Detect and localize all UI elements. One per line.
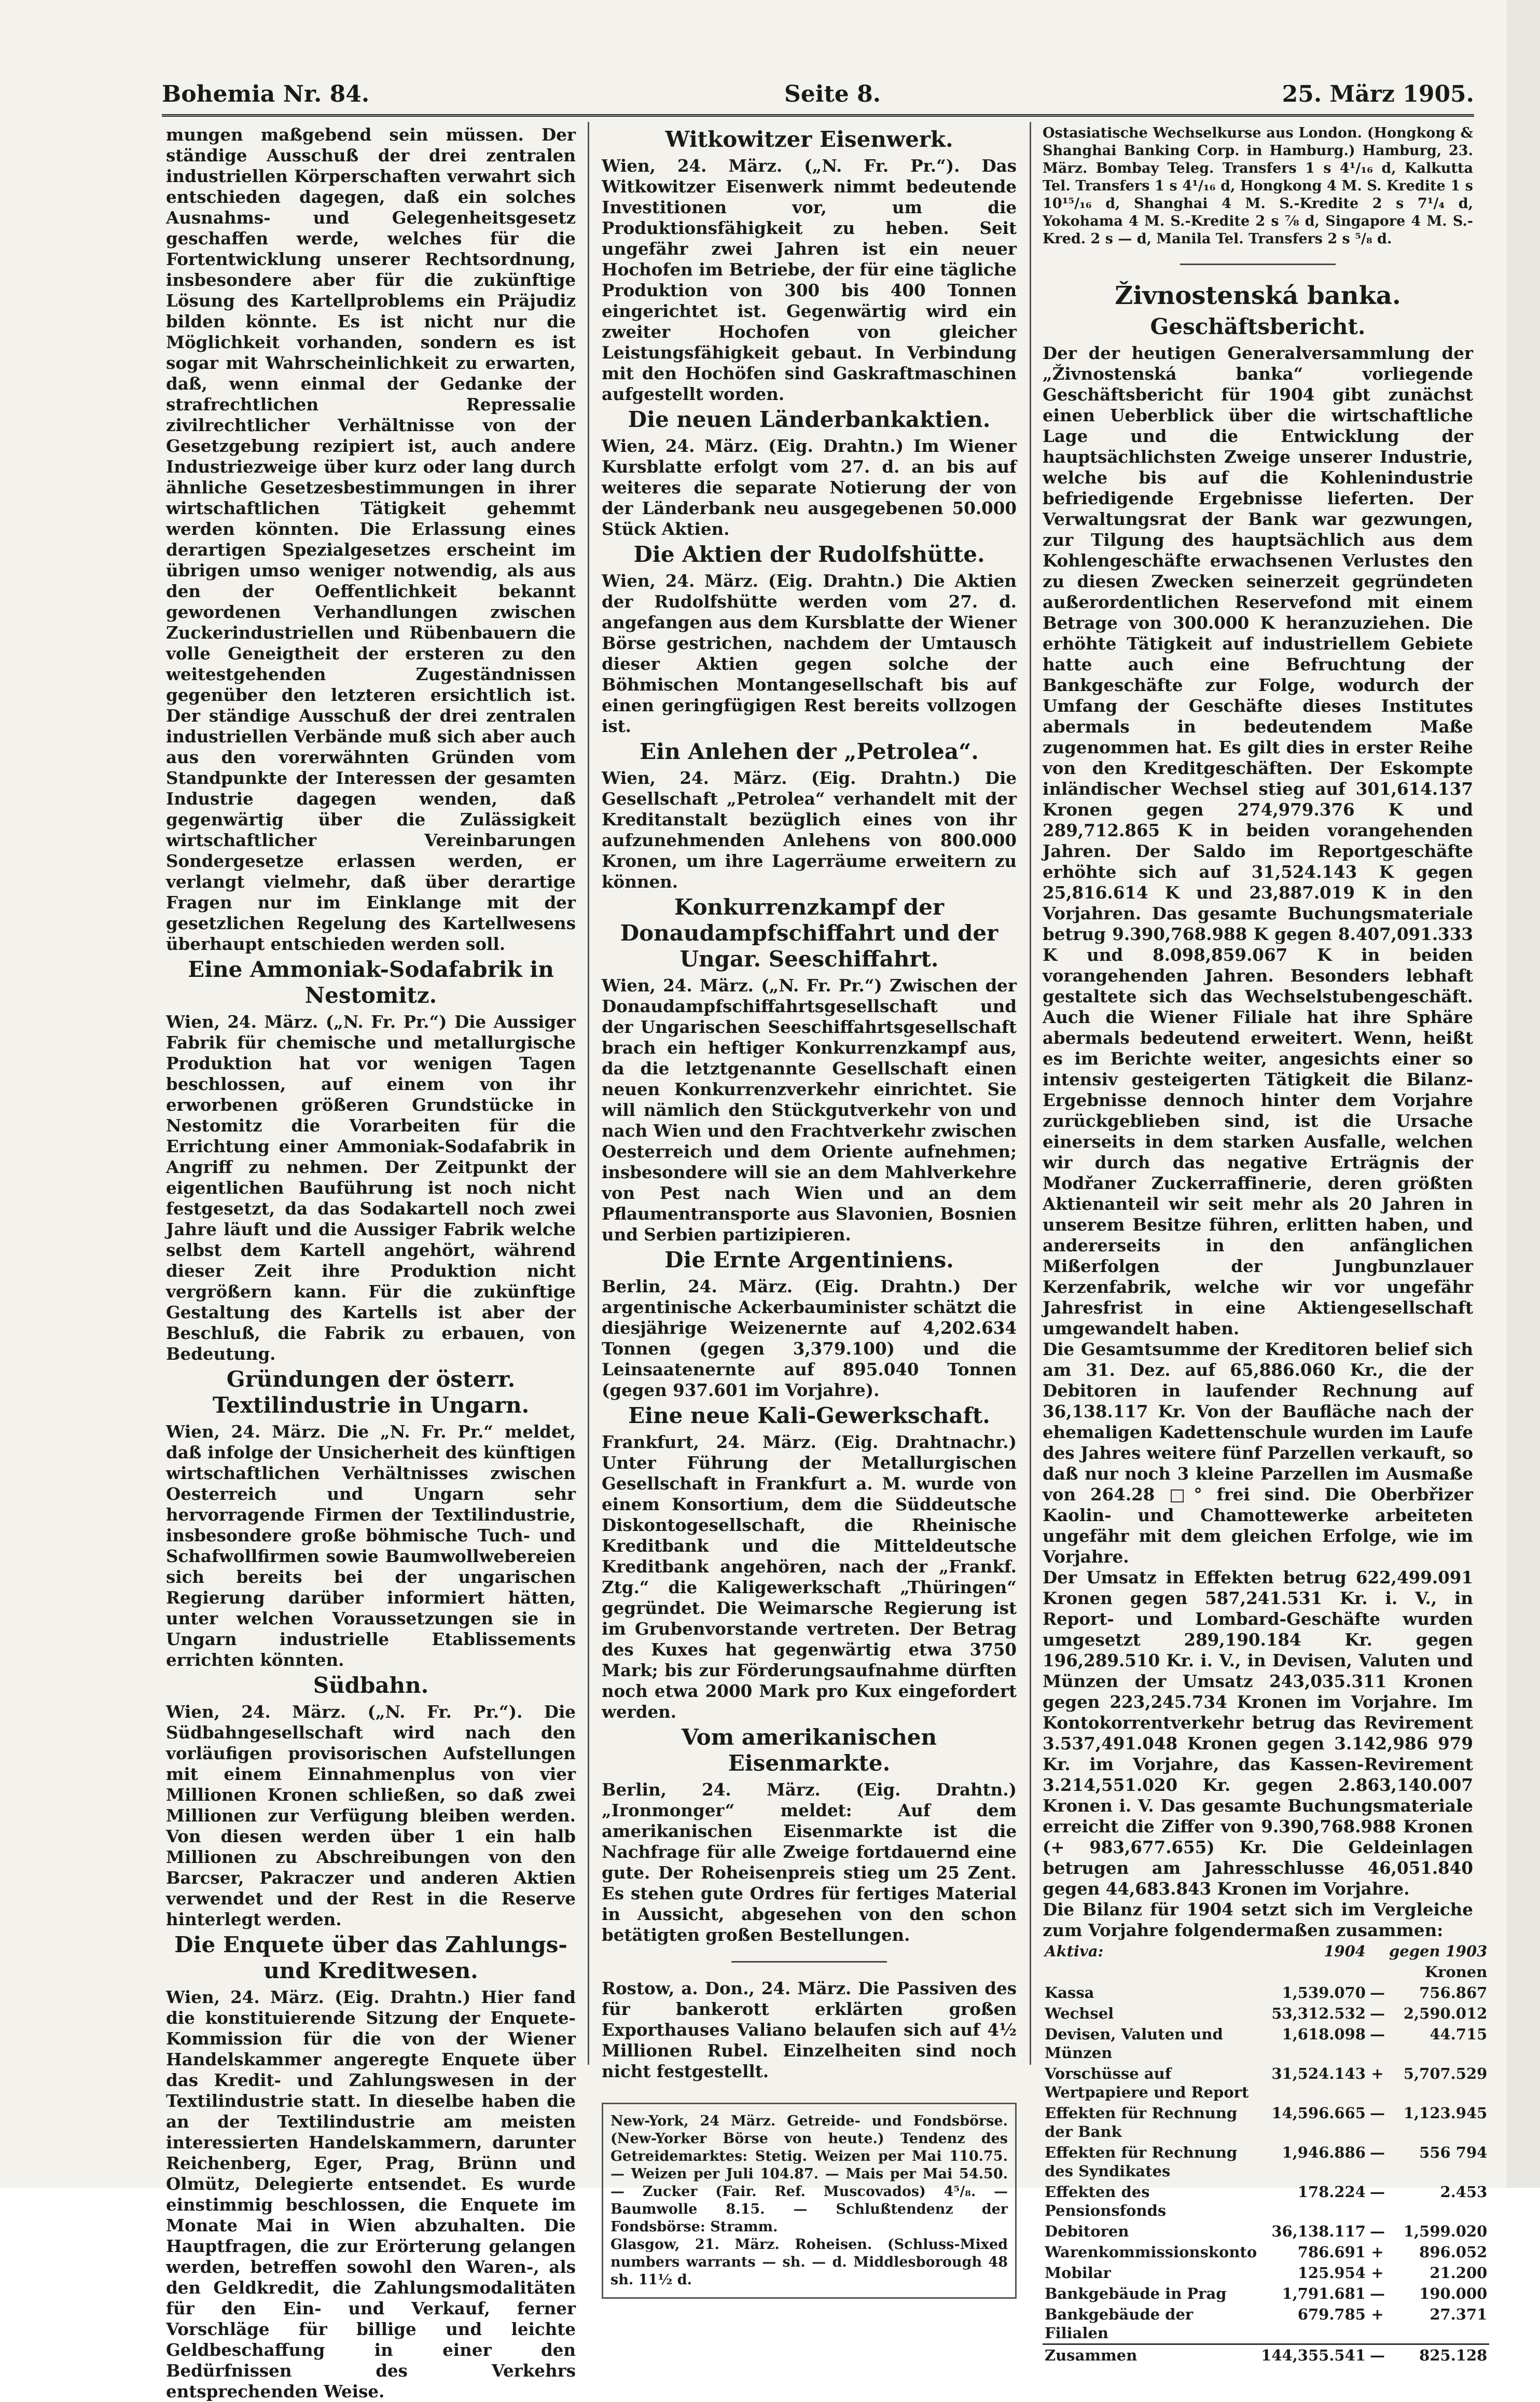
article-headline: Konkurrenzkampf der Donaudampfschiffahrt und der Ungar. Seeschiffahrt.	[620, 894, 998, 972]
table-unit-row	[1043, 1962, 1489, 1982]
column-3	[1043, 125, 1488, 2366]
table-row: Effekten für Rechnung des Syndikates 1,946.886 — 556 794	[1045, 2144, 1488, 2180]
article-subheadline: Geschäftsbericht.	[1150, 314, 1366, 339]
paper-title: Bohemia Nr. 84.	[162, 81, 370, 107]
table-row: Devisen, Valuten und Münzen 1,618.098 — 44.715	[1045, 2025, 1488, 2062]
article-body: Berlin, 24. März. (Eig. Drahtn.) Der argentinische Ackerbauminister schätzt die diesjährige Weizenernte auf 4,202.634 Tonnen (gegen 3,379.100) und die Leinsaatenernte auf 895.040 Tonnen (gegen 937.601 im Vorjahre).	[602, 1276, 1017, 1400]
column-1	[166, 125, 576, 2402]
exchange-rates: Ostasiatische Wechselkurse aus London. (Hongkong & Shanghai Banking Corp. in Hamburg.) Hamburg, 23. März. Bombay Teleg. Transfers 1 s 4¹/₁₆ d, Kalkutta Tel. Transfers 1 s 4¹/₁₆ d, Hongkong 4 M. S. Kredite 1 s 10¹⁵/₁₆ d, Shanghai 4 M. S.-Kredite 2 s 7¹/₄ d, Yokohama 4 M. S.-Kredite 2 s ⅞ d, Singapore 4 M. S.-Kred. 2 s — d, Manila Tel. Transfers 2 s ⁵/₈ d.	[1043, 125, 1473, 247]
page-number: Seite 8.	[784, 81, 881, 107]
article-headline: Ein Anlehen der „Petrolea“.	[640, 739, 979, 764]
table-header-compare: gegen 1903	[1389, 1942, 1488, 1960]
article-body: Wien, 24. März. (Eig. Drahtn.) Die Aktien der Rudolfshütte werden vom 27. d. angefangen aus dem Kursblatte der Wiener Börse gestrichen, nachdem der Umtausch dieser Aktien gegen solche der Böhmischen Montangesellschaft bis auf einen geringfügigen Rest bereits vollzogen ist.	[602, 571, 1017, 736]
table-row: Wechsel 53,312.532 — 2,590.012	[1045, 2005, 1488, 2022]
table-row: Vorschüsse auf Wertpapiere und Report 31,524.143 + 5,707.529	[1045, 2065, 1488, 2101]
article-headline: Die Ernte Argentiniens.	[664, 1247, 954, 1273]
table-row: Bankgebäude der Filialen 679.785 + 27.371	[1045, 2306, 1488, 2342]
table-row: Mobilar 125.954 + 21.200	[1045, 2264, 1488, 2282]
issue-date: 25. März 1905.	[1282, 81, 1474, 107]
article-headline: Die Aktien der Rudolfshütte.	[633, 542, 985, 567]
table-row: Kassa 1,539.070 — 756.867	[1045, 1984, 1488, 2001]
article-body: Wien, 24. März. („N. Fr. Pr.“) Die Aussiger Fabrik für chemische und metallurgische Produktion hat vor wenigen Tagen beschlossen, auf einem von ihr erworbenen größeren Grundstücke in Nestomitz die Vorarbeiten für die Errichtung einer Ammoniak-Sodafabrik in Angriff zu nehmen. Der Zeitpunkt der eigentlichen Bauführung ist noch nicht festgesetzt, da das Sodakartell noch zwei Jahre läuft und die Aussiger Fabrik welche selbst dem Kartell angehört, während dieser Zeit ihre Produktion nicht vergrößern kann. Für die zukünftige Gestaltung des Kartells ist aber der Beschluß, die Fabrik zu erbauen, von Bedeutung.	[166, 1012, 576, 1364]
article-body: Berlin, 24. März. (Eig. Drahtn.) „Ironmonger“ meldet: Auf dem amerikanischen Eisenmarkte ist die Nachfrage für alle Zweige fortdauernd eine gute. Der Roheisenpreis stieg um 25 Zent. Es stehen gute Ordres für fertiges Material in Aussicht, abgesehen von den schon betätigten großen Bestellungen.	[602, 1779, 1017, 1945]
table-row: Debitoren 36,138.117 — 1,599.020	[1045, 2222, 1488, 2240]
article-continuation: mungen maßgebend sein müssen. Der ständige Ausschuß der drei zentralen industriellen Körperschaften verwahrt sich entschieden dagegen, daß ein solches Ausnahms- und Gelegenheitsgesetz geschaffen werde, welches für die Fortentwicklung unserer Rechtsordnung, insbesondere aber für die zukünftige Lösung des Kartellproblems ein Präjudiz bilden könnte. Es ist nicht nur die Möglichkeit vorhanden, sondern es ist sogar mit Wahrscheinlichkeit zu erwarten, daß, wenn einmal der Gedanke der strafrechtlichen Repressalie zivilrechtlicher Verhältnisse von der Gesetzgebung rezipiert ist, auch andere Industriezweige über kurz oder lang durch ähnliche Gesetzesbestimmungen in ihrer wirtschaftlichen Tätigkeit gehemmt werden könnten. Die Erlassung eines derartigen Spezialgesetzes erscheint im übrigen umso weniger notwendig, als aus den der Oeffentlichkeit bekannt gewordenen Verhandlungen zwischen Zuckerindustriellen und Rübenbauern die volle Geneigtheit der ersteren zu den weitestgehenden Zugeständnissen gegenüber den letzteren ersichtlich ist. Der ständige Ausschuß der drei zentralen industriellen Verbände muß sich aber auch aus den vorerwähnten Gründen vom Standpunkte der Interessen der gesamten Industrie dagegen wenden, daß gegenwärtig über die Zulässigkeit wirtschaftlicher Vereinbarungen Sondergesetze erlassen werden, er verlangt vielmehr, daß über derartige Fragen nur im Einklange mit der gesetzlichen Regelung des Kartellwesens überhaupt entschieden werden soll.	[166, 125, 576, 954]
table-row: Warenkommissionskonto 786.691 + 896.052	[1045, 2243, 1488, 2261]
column-2	[602, 125, 1017, 2299]
table-header-label: Aktiva:	[1045, 1942, 1104, 1960]
article-headline: Vom amerikanischen Eisenmarkte.	[681, 1724, 937, 1776]
market-report-box	[602, 2103, 1017, 2299]
article-headline: Živnostenská banka.	[1115, 281, 1401, 310]
table-row: Effekten des Pensionsfonds 178.224 — 2.453	[1045, 2183, 1488, 2219]
column-divider	[1030, 122, 1031, 2065]
new-york-report: New-York, 24 März. Getreide- und Fondsbörse. (New-Yorker Börse von heute.) Tendenz des Getreidemarktes: Stetig. Weizen per Mai 110.75. — Weizen per Juli 104.87. — Mais per Mai 54.50. — Zucker (Fair. Ref. Muscovados) 4⁵/₈. — Baumwolle 8.15. — Schlußtendenz der Fondsbörse: Stramm.	[611, 2113, 1008, 2235]
balance-table	[1043, 1941, 1489, 2366]
table-total-row: Zusammen 144,355.541 — 825.128	[1043, 2344, 1489, 2366]
table-header-row	[1043, 1941, 1489, 1962]
column-divider	[588, 122, 589, 2065]
article-body: Wien, 24. März. Die „N. Fr. Pr.“ meldet, daß infolge der Unsicherheit des künftigen wirtschaftlichen Verhältnisses zwischen Oesterreich und Ungarn sehr hervorragende Firmen der Textilindustrie, insbesondere große böhmische Tuch- und Schafwollfirmen sowie Baumwollwebereien sich bereits bei der ungarischen Regierung darüber informiert hätten, unter welchen Voraussetzungen sie in Ungarn industrielle Etablissements errichten könnten.	[166, 1421, 576, 1670]
article-body: Die Gesamtsumme der Kreditoren belief sich am 31. Dez. auf 65,886.060 Kr., die der Debitoren in laufender Rechnung auf 36,138.117 Kr. Von der Baufläche nach der ehemaligen Kadettenschule wurden im Laufe des Jahres weitere fünf Parzellen verkauft, so daß nur noch 3 kleine Parzellen im Ausmaße von 264.28 □° frei sind. Die Oberbřizer Kaolin- und Chamottewerke arbeiteten ungefähr mit dem gleichen Erfolge, wie im Vorjahre.	[1043, 1339, 1473, 1567]
article-body: Wien, 24. März. (Eig. Drahtn.) Die Gesellschaft „Petrolea“ verhandelt mit der Kreditanstalt bezüglich eines von ihr aufzunehmenden Anlehens von 800.000 Kronen, um ihre Lagerräume erweitern zu können.	[602, 768, 1017, 892]
article-headline: Die neuen Länderbankaktien.	[628, 407, 991, 432]
page-header	[162, 78, 1474, 117]
article-body: Wien, 24. März. („N. Fr. Pr.“). Die Südbahngesellschaft wird nach den vorläufigen provisorischen Aufstellungen mit einem Einnahmenplus von vier Millionen Kronen schließen, so daß zwei Millionen zur Verfügung bleiben werden. Von diesen werden über 1 ein halb Millionen zu Abschreibungen von den Barcser, Pakraczer und anderen Aktien verwendet und der Rest in die Reserve hinterlegt werden.	[166, 1702, 576, 1929]
article-headline: Südbahn.	[313, 1673, 429, 1698]
table-row: Bankgebäude in Prag 1,791.681 — 190.000	[1045, 2285, 1488, 2302]
article-body: Wien, 24. März. (Eig. Drahtn.) Hier fand die konstituierende Sitzung der Enquete-Kommission für die von der Wiener Handelskammer angeregte Enquete über das Kredit- und Zahlungswesen in der Textilindustrie statt. In dieselbe haben die an der Textilindustrie am meisten interessierten Handelskammern, darunter Reichenberg, Eger, Prag, Brünn und Olmütz, Delegierte entsendet. Es wurde einstimmig beschlossen, die Enquete im Monate Mai in Wien abzuhalten. Die Hauptfragen, die zur Erörterung gelangen werden, betreffen sowohl den Waren-, als den Geldkredit, die Zahlungsmodalitäten für den Ein- und Verkauf, ferner Vorschläge für billige und leichte Geldbeschaffung in einer den Bedürfnissen des Verkehrs entsprechenden Weise.	[166, 1987, 576, 2401]
table-unit: Kronen	[1424, 1963, 1488, 1981]
article-headline: Die Enquete über das Zahlungs- und Kreditwesen.	[174, 1932, 567, 1983]
article-body: Wien, 24. März. („N. Fr. Pr.“). Das Witkowitzer Eisenwerk nimmt bedeutende Investitionen vor, um die Produktionsfähigkeit zu heben. Seit ungefähr zwei Jahren ist ein neuer Hochofen im Betriebe, der für eine tägliche Produktion von 300 bis 400 Tonnen eingerichtet ist. Gegenwärtig wird ein zweiter Hochofen von gleicher Leistungsfähigkeit gebaut. In Verbindung mit den Hochöfen sind Gaskraftmaschinen aufgestellt worden.	[602, 156, 1017, 404]
article-body: Der der heutigen Generalversammlung der „Živnostenská banka“ vorliegende Geschäftsbericht für 1904 gibt zunächst einen Ueberblick über die wirtschaftliche Lage und die Entwicklung der hauptsächlichsten Zweige unserer Industrie, welche bis auf die Kohlenindustrie befriedigende Ergebnisse lieferten. Der Verwaltungsrat der Bank war gezwungen, zur Tilgung des hauptsächlich aus dem Kohlengeschäfte erwachsenen Verlustes den zu diesen Zwecken seinerzeit gegründeten außerordentlichen Reservefond mit einem Betrage von 300.000 K heranzuziehen. Die erhöhte Tätigkeit auf industriellem Gebiete hatte auch eine Befruchtung der Bankgeschäfte zur Folge, wodurch der Umfang der Geschäfte dieses Institutes abermals in bedeutendem Maße zugenommen hat. Es gilt dies in erster Reihe von den Kreditgeschäften. Der Eskompte inländischer Wechsel stieg auf 301,614.137 Kronen gegen 274,979.376 K und 289,712.865 K in beiden vorangehenden Jahren. Der Saldo im Reportgeschäfte erhöhte sich auf 31,524.143 K gegen 25,816.614 K und 23,887.019 K in den Vorjahren. Das gesamte Buchungsmateriale betrug 9.390,768.988 K gegen 8.407,091.333 K und 8.098,859.067 K in beiden vorangehenden Jahren. Besonders lebhaft gestaltete sich das Wechselstubengeschäft. Auch die Wiener Filiale hat ihre Sphäre abermals bedeutend erweitert. Wenn, heißt es im Berichte weiter, angesichts einer so intensiv gesteigerten Tätigkeit die Bilanz-Ergebnisse dennoch hinter dem Vorjahre zurückgeblieben sind, ist die Ursache einerseits in dem starken Ausfalle, welchen wir durch das negative Erträgnis der Modřaner Zuckerraffinerie, deren größten Aktienanteil wir seit mehr als 20 Jahren in unserem Besitze führen, erlitten haben, und andererseits in den anfänglichen Mißerfolgen der Jungbunzlauer Kerzenfabrik, welche wir vor ungefähr Jahresfrist in eine Aktiengesellschaft umgewandelt haben.	[1043, 343, 1473, 1338]
article-headline: Eine neue Kali-Gewerkschaft.	[628, 1403, 990, 1428]
article-body: Wien, 24. März. (Eig. Drahtn.) Im Wiener Kursblatte erfolgt vom 27. d. an bis auf weiteres die separate Notierung der von der Länderbank neu ausgegebenen 50.000 Stück Aktien.	[602, 436, 1017, 539]
article-body: Rostow, a. Don., 24. März. Die Passiven des für bankerott erklärten großen Exporthauses Valiano belaufen sich auf 4½ Millionen Rubel. Einzelheiten sind noch nicht festgestellt.	[602, 1978, 1017, 2081]
article-body: Frankfurt, 24. März. (Eig. Drahtnachr.) Unter Führung der Metallurgischen Gesellschaft in Frankfurt a. M. wurde von einem Konsortium, dem die Süddeutsche Diskontogesellschaft, die Rheinische Kreditbank und die Mitteldeutsche Kreditbank angehören, nach der „Frankf. Ztg.“ die Kaligewerkschaft „Thüringen“ gegründet. Die Weimarsche Regierung ist im Grubenvorstande vertreten. Der Betrag des Kuxes hat gegenwärtig etwa 3750 Mark; bis zur Förderungsaufnahme dürften noch etwa 2000 Mark pro Kux eingefordert werden.	[602, 1432, 1017, 1722]
article-headline: Eine Ammoniak-Sodafabrik in Nestomitz.	[188, 957, 554, 1008]
separator-rule	[731, 1961, 887, 1963]
table-row: Effekten für Rechnung der Bank 14,596.665 — 1,123.945	[1045, 2104, 1488, 2141]
page-margin	[1507, 0, 1540, 2188]
article-body: Der Umsatz in Effekten betrug 622,499.091 Kronen gegen 587,241.531 Kr. i. V., in Report- und Lombard-Geschäfte wurden umgesetzt 289,190.184 Kr. gegen 196,289.510 Kr. i. V., in Devisen, Valuten und Münzen der Umsatz 243,035.311 Kronen gegen 223,245.734 Kronen im Vorjahre. Im Kontokorrentverkehr betrug das Revirement 3.537,491.048 Kronen gegen 3.142,986 979 Kr. im Vorjahre, das Kassen-Revirement 3.214,551.020 Kr. gegen 2.863,140.007 Kronen i. V. Das gesamte Buchungsmateriale erreicht die Ziffer von 9.390,768.988 Kronen (+ 983,677.655) Kr. Die Geldeinlagen betrugen am Jahresschlusse 46,051.840 gegen 44,683.843 Kronen im Vorjahre.	[1043, 1567, 1473, 1899]
article-headline: Gründungen der österr. Textilindustrie in Ungarn.	[212, 1366, 530, 1418]
article-body: Wien, 24. März. („N. Fr. Pr.“) Zwischen der Donaudampfschiffahrtsgesellschaft und der Ungarischen Seeschiffahrtsgesellschaft brach ein heftiger Konkurrenzkampf aus, da die letztgenannte Gesellschaft einen neuen Konkurrenzverkehr einrichtet. Sie will nämlich den Stückgutverkehr von und nach Wien und den Frachtverkehr zwischen Oesterreich und dem Oriente aufnehmen; insbesondere will sie an dem Mahlverkehre von Pest nach Wien und an dem Pflaumentransporte aus Slavonien, Bosnien und Serbien partizipieren.	[602, 975, 1017, 1245]
article-body: Die Bilanz für 1904 setzt sich im Vergleiche zum Vorjahre folgendermaßen zusammen:	[1043, 1899, 1473, 1940]
separator-rule	[1180, 264, 1336, 265]
article-headline: Witkowitzer Eisenwerk.	[665, 127, 953, 152]
glasgow-report: Glasgow, 21. März. Roheisen. (Schluss-Mixed numbers warrants — sh. — d. Middlesborough 48 sh. 11½ d.	[611, 2237, 1008, 2288]
table-header-year: 1904	[1324, 1942, 1366, 1960]
